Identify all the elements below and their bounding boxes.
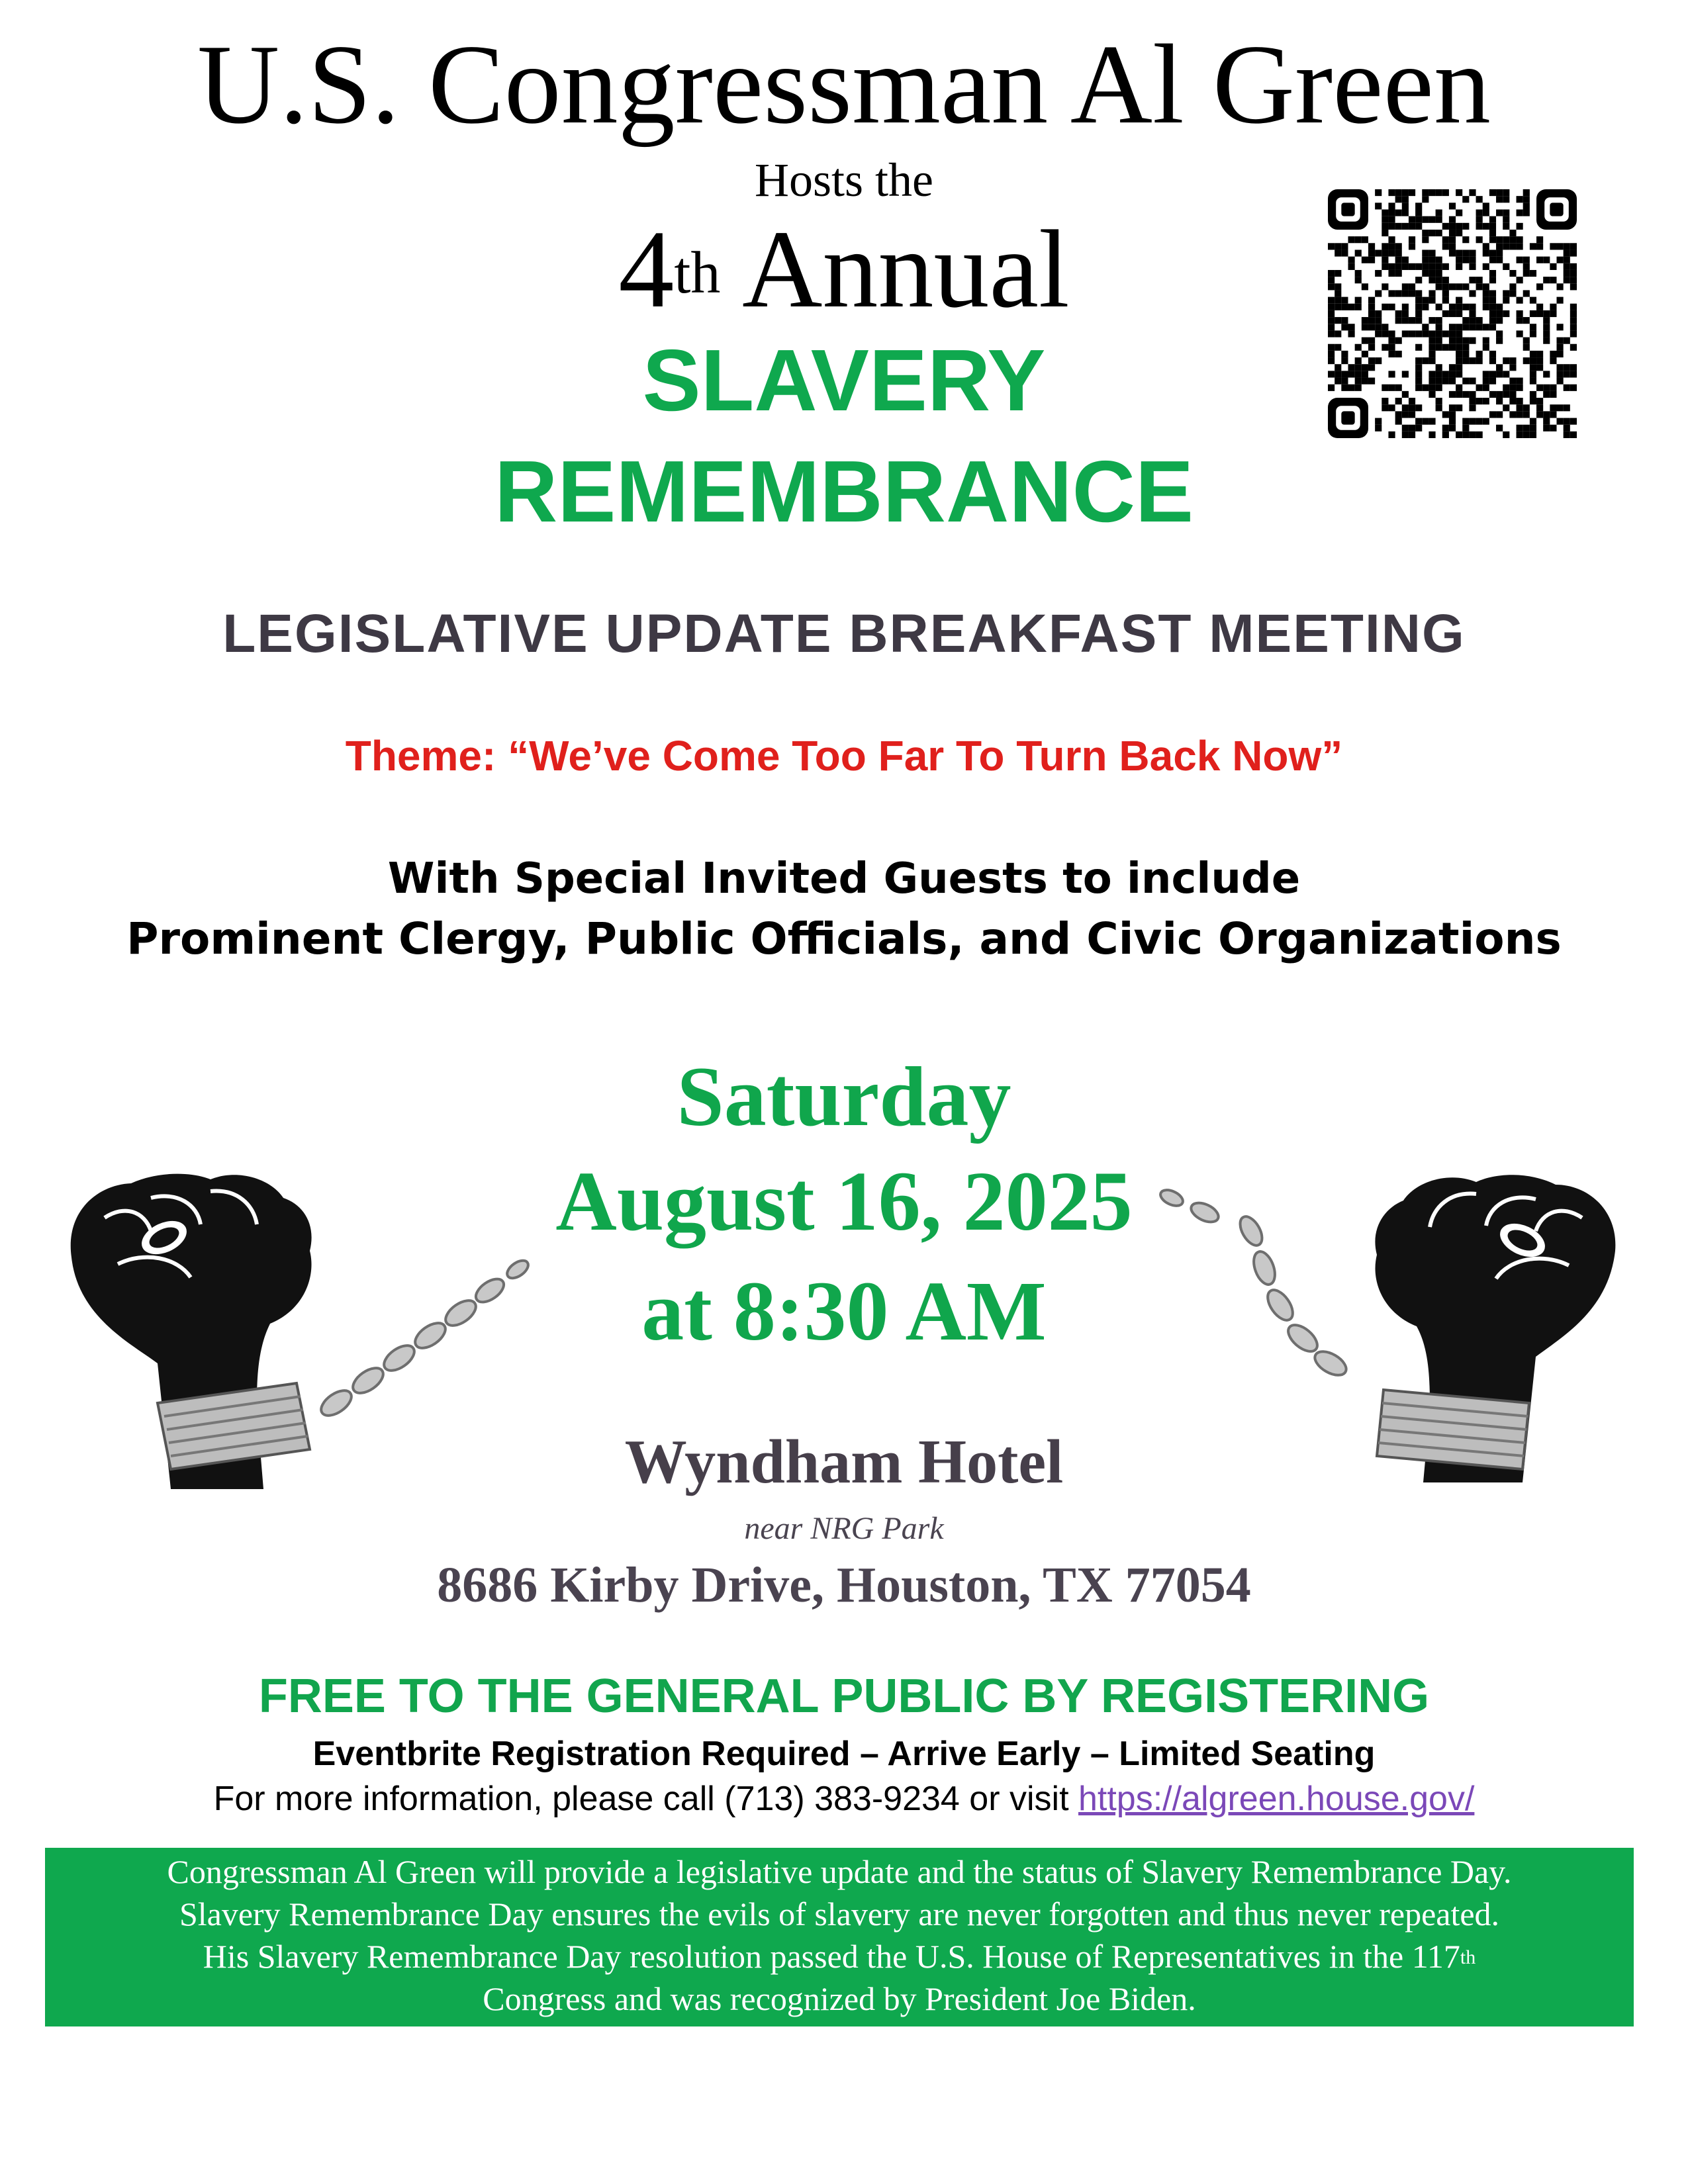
registration-requirements: Eventbrite Registration Required – Arrive Early – Limited Seating: [312, 1735, 1376, 1773]
event-name-line-1: SLAVERY: [642, 332, 1046, 429]
annual-word: Annual: [742, 208, 1070, 331]
venue-near: near NRG Park: [744, 1511, 944, 1546]
annual-suffix: th: [674, 240, 721, 306]
description-line-3-sup: th: [1460, 1946, 1476, 1968]
main-title: U.S. Congressman Al Green: [197, 22, 1491, 148]
contact-info: [0, 1778, 1688, 1820]
event-date: August 16, 2025: [555, 1154, 1133, 1248]
contact-info-text: For more information, please call (713) 383-9234 or visit: [213, 1780, 1078, 1818]
event-time: at 8:30 AM: [641, 1264, 1047, 1358]
description-line-3: [45, 1935, 1634, 1978]
guests-line-2: Prominent Clergy, Public Officials, and Civic Organizations: [126, 913, 1562, 964]
description-line-2: Slavery Remembrance Day ensures the evils of slavery are never forgotten and thus never repeated.: [179, 1895, 1500, 1933]
event-name-line-2: REMEMBRANCE: [494, 443, 1194, 540]
venue-name: Wyndham Hotel: [624, 1428, 1064, 1496]
venue-address: 8686 Kirby Drive, Houston, TX 77054: [437, 1557, 1251, 1613]
description-line-1: Congressman Al Green will provide a legislative update and the status of Slavery Remembrance Day.: [167, 1853, 1512, 1890]
description-line-3-text: His Slavery Remembrance Day resolution passed the U.S. House of Representatives in the 117: [203, 1938, 1460, 1975]
event-day: Saturday: [677, 1050, 1011, 1144]
hosts-line: Hosts the: [755, 154, 933, 206]
description-box: [45, 1848, 1634, 2026]
guests-line-1: With Special Invited Guests to include: [387, 854, 1301, 903]
free-registration-heading: FREE TO THE GENERAL PUBLIC BY REGISTERING: [258, 1670, 1430, 1723]
annual-number: 4: [618, 208, 675, 331]
meeting-subtitle: LEGISLATIVE UPDATE BREAKFAST MEETING: [222, 604, 1466, 664]
website-link[interactable]: https://algreen.house.gov/: [1078, 1780, 1475, 1818]
description-line-4: Congress and was recognized by President Joe Biden.: [483, 1980, 1196, 2017]
theme-line: Theme: “We’ve Come Too Far To Turn Back Now”: [345, 732, 1343, 780]
